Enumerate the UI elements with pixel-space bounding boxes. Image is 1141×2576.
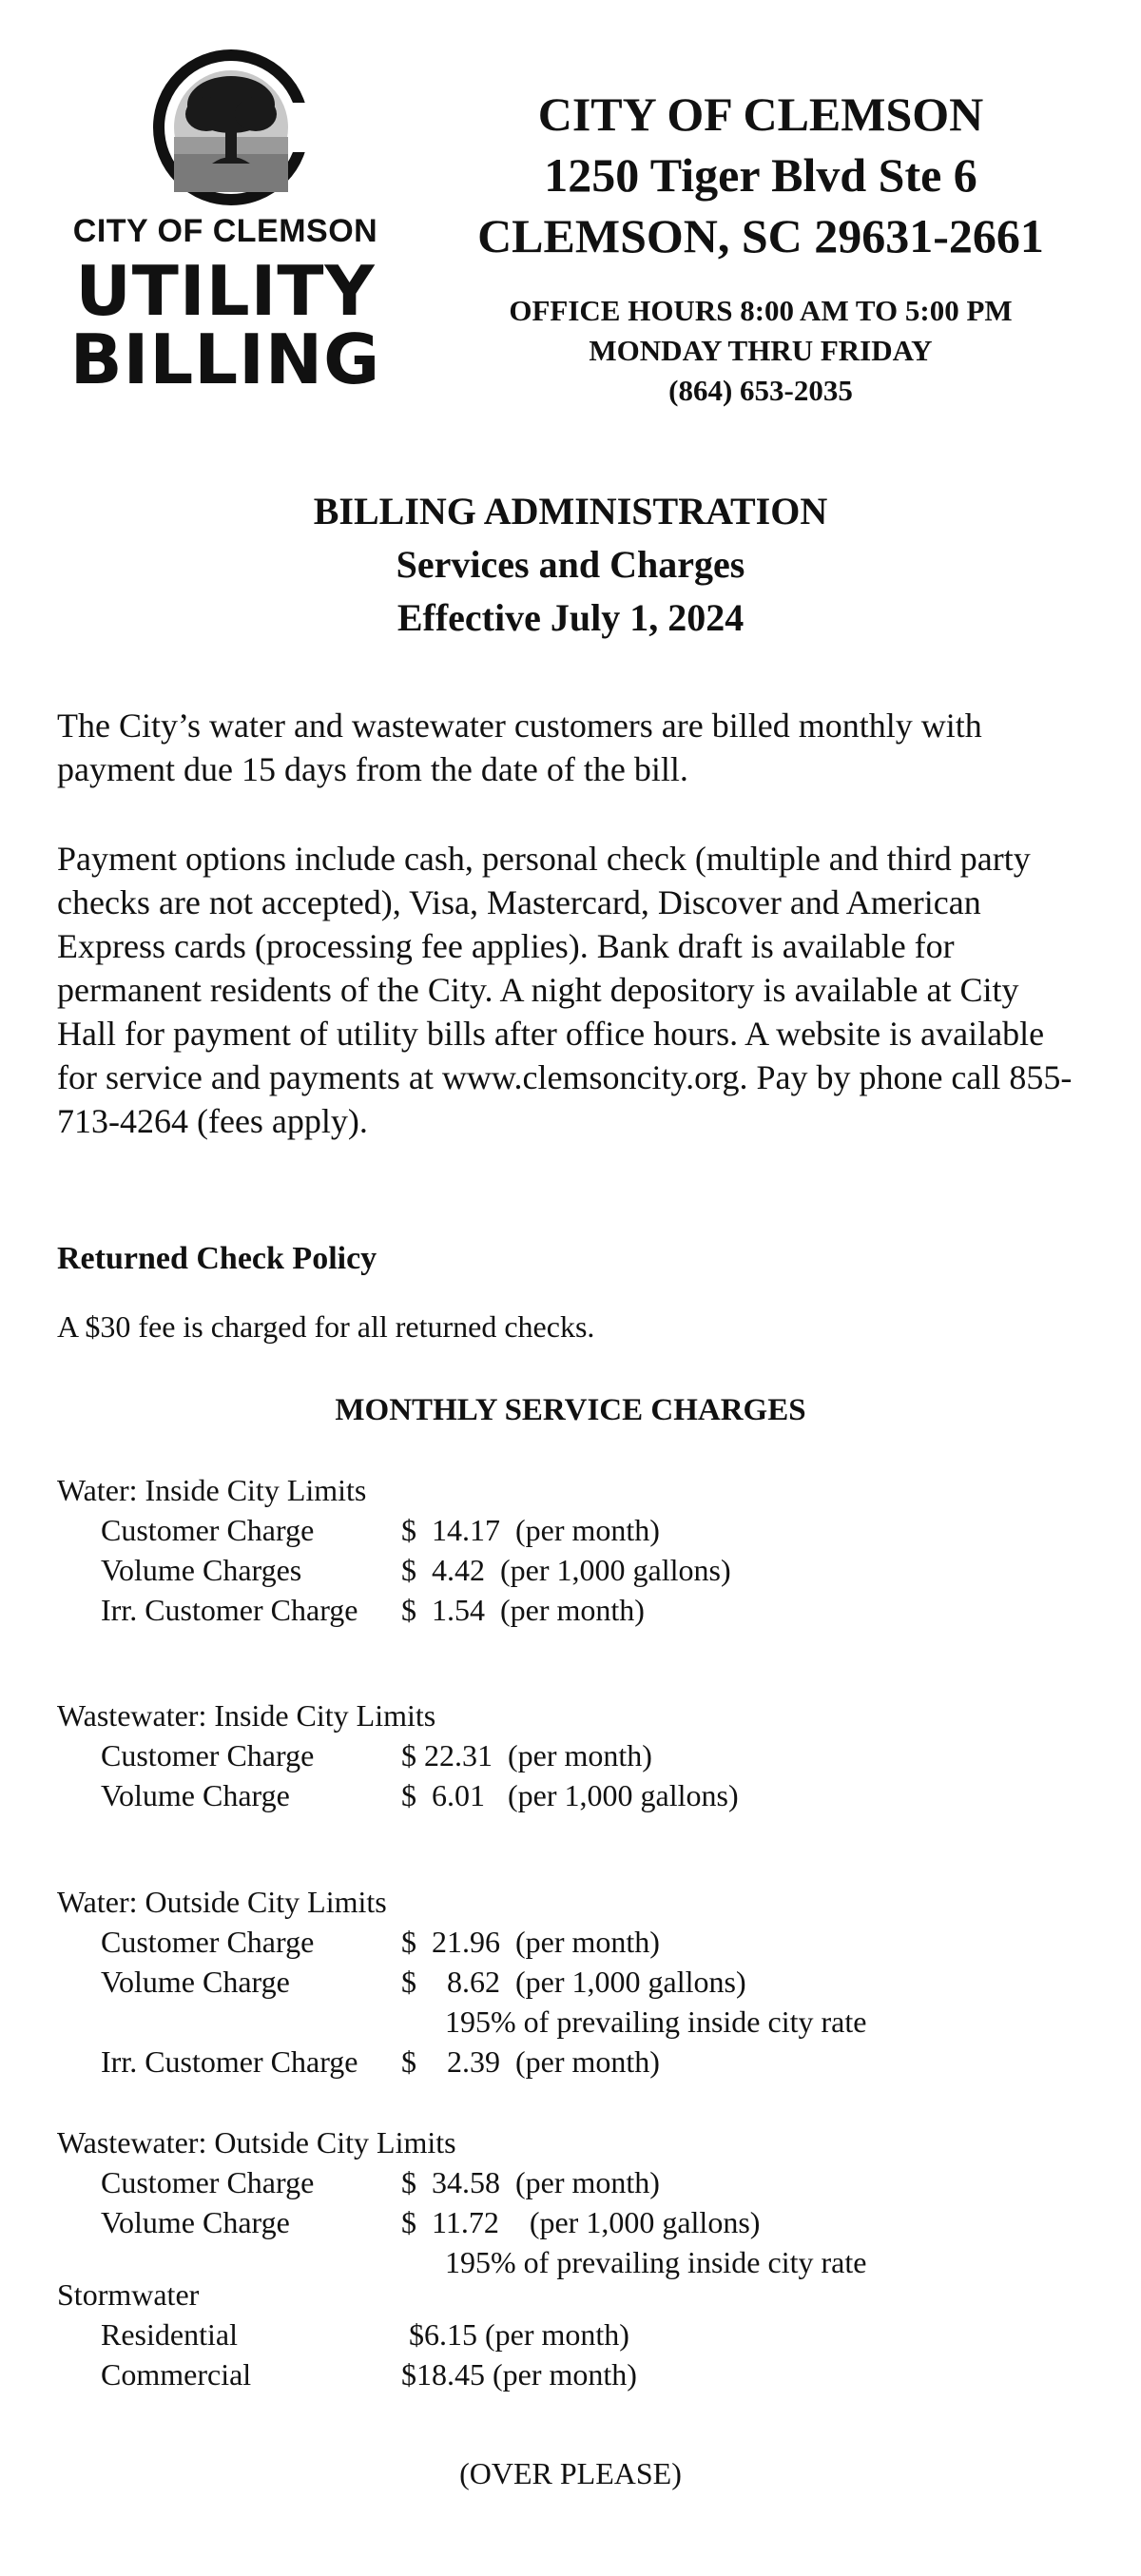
returned-check-text: A $30 fee is charged for all returned checks. <box>57 1309 595 1344</box>
rate-note: 195% of prevailing inside city rate <box>445 2245 867 2279</box>
charge-row <box>57 2315 1084 2354</box>
charge-value: $ 8.62 (per 1,000 gallons) <box>401 1965 746 1999</box>
charge-value: $ 1.54 (per month) <box>401 1593 645 1627</box>
section-heading: Water: Inside City Limits <box>57 1473 367 1507</box>
logo-billing-text: BILLING <box>69 320 381 399</box>
billing-paragraph: The City’s water and wastewater customers are billed monthly with payment due 15 days from the date of the bill. <box>57 707 982 788</box>
office-city-state: CLEMSON, SC 29631-2661 <box>477 209 1044 262</box>
charge-value: $ 6.01 (per 1,000 gallons) <box>401 1778 739 1812</box>
payment-paragraph: Payment options include cash, personal check (multiple and third party checks are not accepted), Visa, Mastercard, Discover and American Express cards (processing fee applies). Bank draft is available for permanent residents of the City. A night depository is available at City Hall for payment of utility bills after office hours. A website is available for service and payments at www.clemsoncity.org. Pay by phone call 855-713-4264 (fees apply). <box>57 840 1073 1140</box>
charge-label: Irr. Customer Charge <box>101 2044 358 2079</box>
charge-label: Volume Charge <box>101 1965 290 1999</box>
charge-value: $18.45 (per month) <box>401 2357 637 2392</box>
charge-row <box>57 1962 1084 2002</box>
office-name: CITY OF CLEMSON <box>537 87 984 141</box>
charge-label: Residential <box>101 2317 238 2352</box>
charge-value: $ 21.96 (per month) <box>401 1925 660 1959</box>
charge-value: $ 11.72 (per 1,000 gallons) <box>401 2205 761 2239</box>
office-hours: OFFICE HOURS 8:00 AM TO 5:00 PM <box>509 294 1013 327</box>
charge-label: Irr. Customer Charge <box>101 1593 358 1627</box>
charge-row <box>57 2354 1084 2394</box>
office-street: 1250 Tiger Blvd Ste 6 <box>544 148 977 202</box>
charge-label: Commercial <box>101 2357 252 2392</box>
charge-value: $ 14.17 (per month) <box>401 1513 660 1547</box>
wastewater-inside-section <box>57 1695 1084 1815</box>
charge-row <box>57 1922 1084 1962</box>
charge-label: Volume Charges <box>101 1553 302 1587</box>
tree-logo-icon <box>136 46 326 209</box>
section-heading: Wastewater: Inside City Limits <box>57 1698 436 1733</box>
charge-value: $ 4.42 (per 1,000 gallons) <box>401 1553 731 1587</box>
charge-label: Customer Charge <box>101 1738 315 1772</box>
office-days: MONDAY THRU FRIDAY <box>589 334 933 367</box>
water-inside-section <box>57 1470 1084 1630</box>
charge-label: Customer Charge <box>101 2165 315 2199</box>
charge-row <box>57 1550 1084 1590</box>
charge-value: $ 34.58 (per month) <box>401 2165 660 2199</box>
office-address <box>418 84 1103 411</box>
charge-label: Customer Charge <box>101 1925 315 1959</box>
office-phone: (864) 653-2035 <box>668 374 853 407</box>
over-please-footer: (OVER PLEASE) <box>459 2456 682 2490</box>
utility-billing-logo <box>46 46 407 397</box>
charge-row <box>57 2202 1084 2242</box>
section-heading: Stormwater <box>57 2277 200 2312</box>
water-outside-section <box>57 1882 1084 2082</box>
charge-label: Volume Charge <box>101 2205 290 2239</box>
charge-row <box>57 2162 1084 2202</box>
title-line-3: Effective July 1, 2024 <box>396 596 745 639</box>
returned-check-heading: Returned Check Policy <box>57 1241 377 1276</box>
title-line-1: BILLING ADMINISTRATION <box>313 490 828 533</box>
charge-value: $ 2.39 (per month) <box>401 2044 660 2079</box>
monthly-charges-heading: MONTHLY SERVICE CHARGES <box>335 1393 806 1427</box>
charge-label: Customer Charge <box>101 1513 315 1547</box>
logo-city-name: CITY OF CLEMSON <box>72 213 378 249</box>
charge-row <box>57 1735 1084 1775</box>
title-line-2: Services and Charges <box>396 543 745 586</box>
wastewater-outside-section <box>57 2122 1084 2282</box>
section-heading: Water: Outside City Limits <box>57 1885 387 1919</box>
charge-value: $6.15 (per month) <box>401 2317 629 2352</box>
charge-row <box>57 1775 1084 1815</box>
charge-row <box>57 1590 1084 1630</box>
rate-note: 195% of prevailing inside city rate <box>445 2005 867 2039</box>
logo-utility-text: UTILITY <box>75 251 376 331</box>
charge-label: Volume Charge <box>101 1778 290 1812</box>
office-hours-block <box>418 291 1103 411</box>
charge-row <box>57 2042 1084 2082</box>
document-title <box>0 485 1141 645</box>
charge-value: $ 22.31 (per month) <box>401 1738 652 1772</box>
stormwater-section <box>57 2275 1084 2394</box>
charge-row <box>57 1510 1084 1550</box>
section-heading: Wastewater: Outside City Limits <box>57 2125 456 2160</box>
